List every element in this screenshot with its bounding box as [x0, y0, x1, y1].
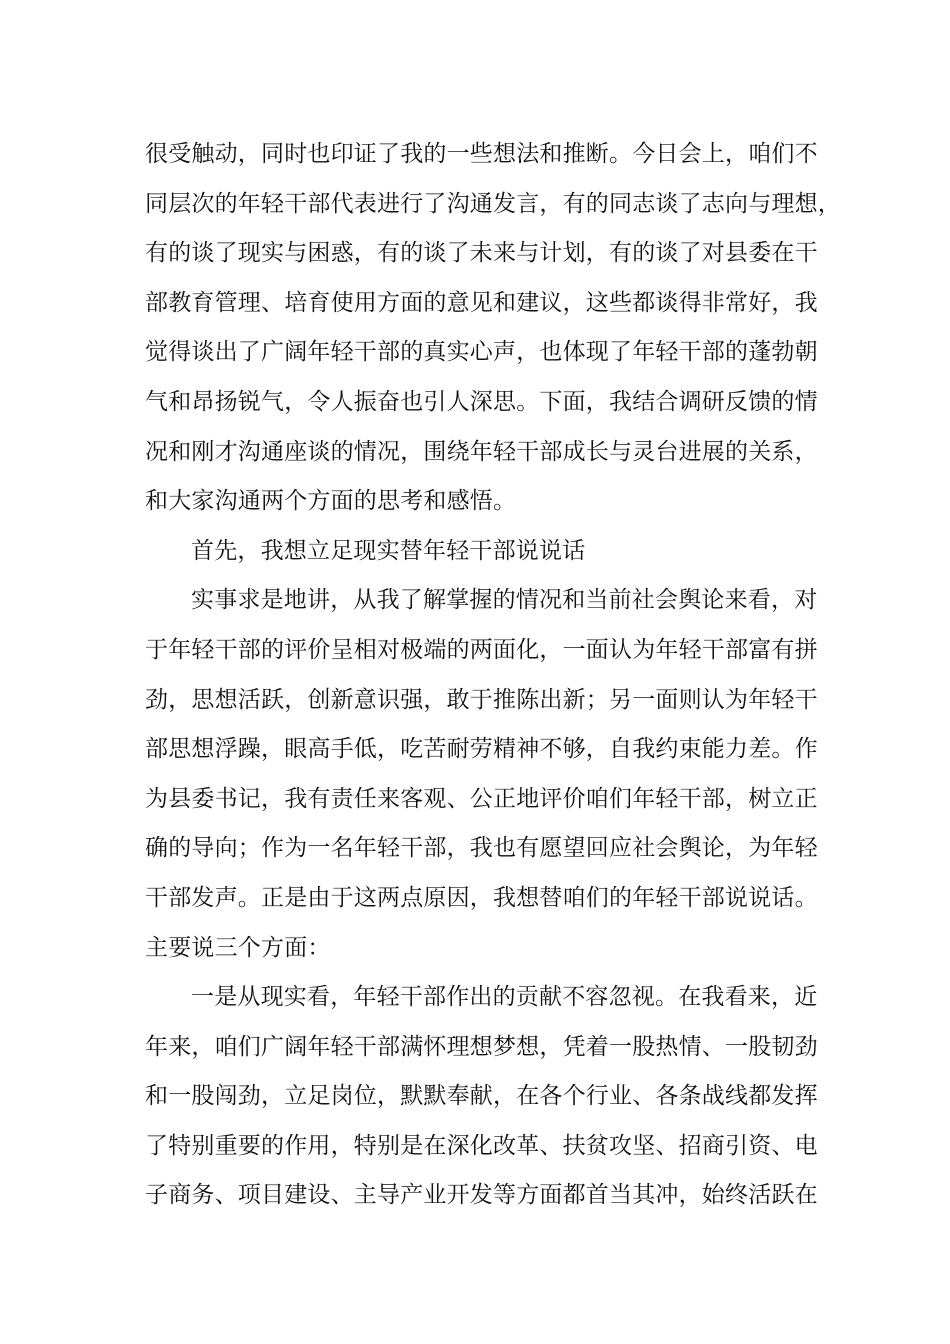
text-line: 于年轻干部的评价呈相对极端的两面化，一面认为年轻干部富有拼 — [145, 636, 818, 663]
text-line: 实事求是地讲，从我了解掌握的情况和当前社会舆论来看，对 — [191, 587, 818, 614]
text-line: 部教育管理、培育使用方面的意见和建议，这些都谈得非常好，我 — [145, 289, 818, 316]
text-line: 觉得谈出了广阔年轻干部的真实心声，也体现了年轻干部的蓬勃朝 — [145, 339, 818, 366]
text-line: 年来，咱们广阔年轻干部满怀理想梦想，凭着一股热情、一股韧劲 — [145, 1033, 818, 1060]
text-line: 子商务、项目建设、主导产业开发等方面都首当其冲，始终活跃在 — [145, 1182, 818, 1209]
text-line: 了特别重要的作用，特别是在深化改革、扶贫攻坚、招商引资、电 — [145, 1132, 818, 1159]
section-heading: 首先，我想立足现实替年轻干部说说话 — [191, 537, 586, 564]
text-line: 很受触动，同时也印证了我的一些想法和推断。今日会上，咱们不 — [145, 141, 818, 167]
text-line: 和一股闯劲，立足岗位，默默奉献，在各个行业、各条战线都发挥 — [145, 1083, 818, 1110]
body-text — [145, 130, 841, 1221]
text-line: 干部发声。正是由于这两点原因，我想替咱们的年轻干部说说话。 — [145, 884, 818, 911]
text-line: 有的谈了现实与困惑，有的谈了未来与计划，有的谈了对县委在干 — [145, 240, 818, 267]
text-line: 况和刚才沟通座谈的情况，围绕年轻干部成长与灵台进展的关系， — [145, 438, 818, 465]
text-line: 同层次的年轻干部代表进行了沟通发言，有的同志谈了志向与理想， — [145, 190, 841, 217]
text-line: 劲，思想活跃，创新意识强，敢于推陈出新；另一面则认为年轻干 — [145, 686, 818, 713]
text-line: 主要说三个方面： — [145, 934, 331, 961]
text-line: 一是从现实看，年轻干部作出的贡献不容忽视。在我看来，近 — [191, 984, 818, 1011]
text-line: 和大家沟通两个方面的思考和感悟。 — [145, 488, 517, 515]
text-line: 部思想浮躁，眼高手低，吃苦耐劳精神不够，自我约束能力差。作 — [145, 736, 818, 763]
text-line: 为县委书记，我有责任来客观、公正地评价咱们年轻干部，树立正 — [145, 785, 818, 812]
text-line: 气和昂扬锐气，令人振奋也引人深思。下面，我结合调研反馈的情 — [145, 388, 818, 415]
text-line: 确的导向；作为一名年轻干部，我也有愿望回应社会舆论，为年轻 — [145, 835, 818, 862]
